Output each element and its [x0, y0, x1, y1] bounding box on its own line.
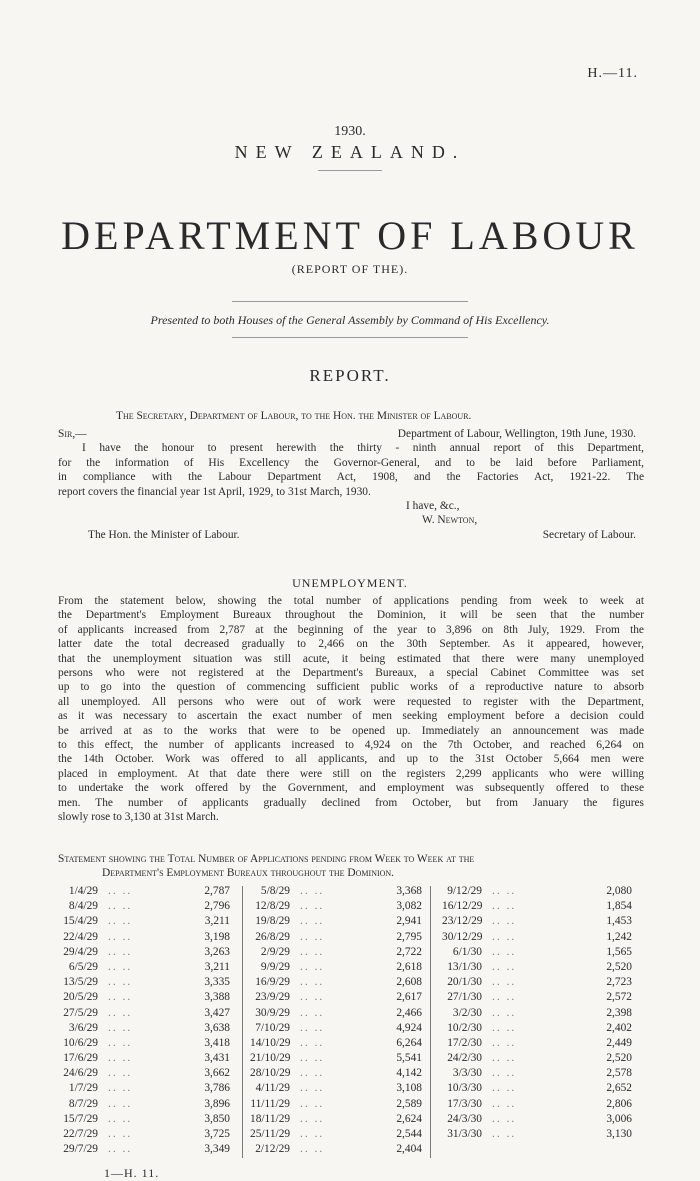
signature: W. Newton,: [422, 514, 478, 527]
table-row: [442, 930, 640, 945]
value-cell: 3,388: [204, 991, 230, 1004]
date-cell: 14/10/29: [250, 1036, 291, 1049]
leader-dots: .. ..: [492, 930, 517, 943]
presented-note: Presented to both Houses of the General Assembly by Command of His Excellency.: [150, 313, 550, 327]
leader-dots: .. ..: [300, 1036, 325, 1049]
table-row: [442, 1081, 640, 1096]
body-line: of applicants increased from 2,787 at the beginning of the year to 3,896 on 8th July, 1929. From the: [58, 623, 644, 636]
date-cell: 11/11/29: [250, 1097, 290, 1110]
leader-dots: .. ..: [300, 1112, 325, 1125]
leader-dots: .. ..: [300, 1067, 325, 1080]
table-caption: [58, 852, 644, 881]
table-row: [250, 884, 430, 899]
page-footer: 1—H. 11.: [104, 1166, 160, 1180]
letter-line: report covers the financial year 1st April, 1929, to 31st March, 1930.: [58, 485, 371, 498]
leader-dots: .. ..: [108, 1143, 133, 1156]
table-row: [250, 960, 430, 975]
body-line: placed in employment. At that date there were still on the registers 2,299 applicants who were willing: [58, 767, 644, 780]
document-title: DEPARTMENT OF LABOUR: [61, 213, 639, 258]
addressee-row: [58, 528, 644, 542]
date-cell: 29/4/29: [63, 945, 98, 958]
body-line: as it was necessary to ascertain the exact number of men seeking employment before a decision could: [58, 710, 644, 723]
table-row: [250, 945, 430, 960]
date-cell: 15/7/29: [63, 1112, 98, 1125]
leader-dots: .. ..: [492, 945, 517, 958]
date-cell: 16/9/29: [255, 976, 290, 989]
date-cell: 27/1/30: [447, 991, 482, 1004]
table-row: [442, 1006, 640, 1021]
document-subtitle: (REPORT OF THE).: [291, 262, 409, 276]
caption-line: Department's Employment Bureaux throughout the Dominion.: [102, 867, 395, 880]
date-cell: 2/9/29: [260, 945, 290, 958]
value-cell: 3,006: [606, 1112, 632, 1125]
leader-dots: .. ..: [492, 1021, 517, 1034]
body-line: the 14th October. Work was offered to all applicants, and up to the 31st October 5,664 men were: [58, 753, 644, 766]
date-cell: 22/4/29: [63, 930, 98, 943]
value-cell: 3,662: [204, 1067, 230, 1080]
date-cell: 1/7/29: [68, 1082, 98, 1095]
date-cell: 26/8/29: [255, 930, 290, 943]
letter-closing: I have, &c.,: [406, 500, 460, 513]
value-cell: 4,142: [396, 1067, 422, 1080]
divider: [232, 337, 468, 338]
date-cell: 9/12/29: [447, 885, 482, 897]
leader-dots: .. ..: [300, 900, 325, 913]
intro-line: [58, 409, 700, 423]
value-cell: 2,578: [606, 1067, 632, 1080]
leader-dots: .. ..: [492, 915, 517, 928]
date-cell: 6/1/30: [452, 945, 482, 958]
date-cell: 9/9/29: [260, 960, 290, 973]
date-cell: 17/3/30: [447, 1097, 482, 1110]
leader-dots: .. ..: [300, 1143, 325, 1156]
date-cell: 20/5/29: [63, 991, 98, 1004]
leader-dots: .. ..: [108, 991, 133, 1004]
leader-dots: .. ..: [300, 915, 325, 928]
closing-row: [58, 499, 644, 513]
value-cell: 2,722: [396, 945, 422, 958]
date-cell: 22/7/29: [63, 1128, 98, 1140]
divider: [232, 301, 468, 302]
leader-dots: .. ..: [108, 1128, 133, 1140]
table-row: [58, 930, 238, 945]
leader-dots: .. ..: [108, 1021, 133, 1034]
section-heading: UNEMPLOYMENT.: [292, 576, 408, 590]
date-cell: 17/6/29: [63, 1052, 98, 1065]
table-row: [250, 914, 430, 929]
letter-header-row: [58, 427, 644, 441]
leader-dots: .. ..: [492, 960, 517, 973]
value-cell: 2,806: [606, 1097, 632, 1110]
table-row: [58, 990, 238, 1005]
date-cell: 24/2/30: [447, 1052, 482, 1065]
date-cell: 10/6/29: [63, 1036, 98, 1049]
year: 1930.: [334, 124, 366, 139]
body-line: to undertake the work offered by the Government, and employment was subsequently offered to these: [58, 782, 644, 795]
date-cell: 2/12/29: [255, 1143, 290, 1156]
value-cell: 3,349: [204, 1143, 230, 1156]
date-cell: 17/2/30: [447, 1036, 482, 1049]
leader-dots: .. ..: [300, 1006, 325, 1019]
value-cell: 6,264: [396, 1036, 422, 1049]
leader-dots: .. ..: [108, 885, 133, 897]
date-cell: 25/11/29: [250, 1128, 291, 1140]
table-row: [442, 899, 640, 914]
body-text: [58, 594, 644, 825]
date-cell: 15/4/29: [63, 915, 98, 928]
divider: [318, 170, 382, 171]
table-row: [58, 1051, 238, 1066]
table-column: [250, 884, 430, 1157]
leader-dots: .. ..: [300, 1128, 325, 1140]
value-cell: 2,618: [396, 960, 422, 973]
addressee: The Hon. the Minister of Labour.: [88, 528, 240, 541]
date-cell: 16/12/29: [442, 900, 483, 913]
leader-dots: .. ..: [492, 900, 517, 913]
column-divider: [430, 886, 431, 1158]
value-cell: 2,080: [606, 885, 632, 897]
leader-dots: .. ..: [492, 885, 517, 897]
body-line: From the statement below, showing the total number of applications pending from week to week at: [58, 595, 644, 607]
value-cell: 3,211: [204, 960, 230, 973]
date-cell: 18/11/29: [250, 1112, 291, 1125]
value-cell: 3,211: [204, 915, 230, 928]
value-cell: 2,544: [396, 1128, 422, 1140]
column-divider: [242, 886, 243, 1158]
body-line: up to go into the question of commencing sufficient public works of a reproductive nature to absorb: [58, 681, 644, 694]
value-cell: 1,242: [606, 930, 632, 943]
table-column: [442, 884, 640, 1142]
value-cell: 3,198: [204, 930, 230, 943]
value-cell: 2,520: [606, 1052, 632, 1065]
leader-dots: .. ..: [108, 1097, 133, 1110]
table-row: [58, 1112, 238, 1127]
value-cell: 2,572: [606, 991, 632, 1004]
body-line: be arrived at as to the works that were to be opened up. Immediately an announcement was made: [58, 724, 644, 737]
leader-dots: .. ..: [300, 945, 325, 958]
body-line: slowly rose to 3,130 at 31st March.: [58, 811, 219, 824]
table-row: [250, 1051, 430, 1066]
report-heading: REPORT.: [309, 366, 391, 385]
leader-dots: .. ..: [108, 915, 133, 928]
leader-dots: .. ..: [492, 991, 517, 1004]
table-row: [442, 1036, 640, 1051]
value-cell: 3,725: [204, 1128, 230, 1140]
date-cell: 1/4/29: [68, 885, 98, 897]
table-row: [250, 975, 430, 990]
value-cell: 5,541: [396, 1052, 422, 1065]
date-cell: 28/10/29: [250, 1067, 291, 1080]
value-cell: 3,896: [204, 1097, 230, 1110]
leader-dots: .. ..: [492, 1082, 517, 1095]
leader-dots: .. ..: [492, 1036, 517, 1049]
value-cell: 2,466: [396, 1006, 422, 1019]
leader-dots: .. ..: [108, 1036, 133, 1049]
leader-dots: .. ..: [492, 1006, 517, 1019]
value-cell: 1,854: [606, 900, 632, 913]
table-row: [58, 884, 238, 899]
date-cell: 10/2/30: [447, 1021, 482, 1034]
table-row: [58, 1021, 238, 1036]
date-cell: 3/2/30: [452, 1006, 482, 1019]
salutation: Sir,—: [58, 428, 87, 440]
table-row: [442, 914, 640, 929]
value-cell: 2,795: [396, 930, 422, 943]
letter-line: for the information of His Excellency the Governor-General, and to be laid before Parliament,: [58, 456, 644, 469]
date-cell: 31/3/30: [447, 1128, 482, 1140]
date-cell: 24/3/30: [447, 1112, 482, 1125]
leader-dots: .. ..: [492, 1052, 517, 1065]
cover-letter: [58, 427, 644, 542]
date-cell: 6/5/29: [68, 960, 98, 973]
country-heading: NEW ZEALAND.: [234, 142, 466, 162]
table-row: [250, 1097, 430, 1112]
table-row: [58, 1006, 238, 1021]
letter-line: I have the honour to present herewith the thirty - ninth annual report of this Department,: [82, 442, 644, 455]
table-row: [58, 975, 238, 990]
leader-dots: .. ..: [300, 976, 325, 989]
table-row: [58, 1066, 238, 1081]
table-row: [250, 1066, 430, 1081]
table-row: [250, 990, 430, 1005]
leader-dots: .. ..: [300, 1082, 325, 1095]
table-row: [58, 899, 238, 914]
leader-dots: .. ..: [300, 1021, 325, 1034]
date-cell: 3/3/30: [452, 1067, 482, 1080]
body-line: the Department's Employment Bureaux throughout the Dominion, it will be seen that the number: [58, 609, 644, 622]
table-row: [442, 945, 640, 960]
page-reference: H.—11.: [587, 66, 638, 81]
value-cell: 3,427: [204, 1006, 230, 1019]
table-row: [442, 884, 640, 899]
table-row: [58, 1127, 238, 1142]
table-row: [58, 914, 238, 929]
body-line: persons who were not registered at the Department's Bureaux, a special Cabinet Committee was set: [58, 667, 644, 680]
leader-dots: .. ..: [108, 1067, 133, 1080]
table-row: [250, 1021, 430, 1036]
table-row: [250, 930, 430, 945]
date-cell: 8/7/29: [68, 1097, 98, 1110]
letter-address: Department of Labour, Wellington, 19th June, 1930.: [397, 428, 636, 440]
value-cell: 3,335: [204, 976, 230, 989]
date-cell: 30/9/29: [255, 1006, 290, 1019]
date-cell: 10/3/30: [447, 1082, 482, 1095]
table-row: [250, 1081, 430, 1096]
table-row: [442, 1127, 640, 1142]
value-cell: 2,787: [204, 885, 230, 897]
table-row: [250, 1036, 430, 1051]
date-cell: 23/9/29: [255, 991, 290, 1004]
intro-text: The Secretary, Department of Labour, to the Hon. the Minister of Labour.: [116, 410, 472, 422]
leader-dots: .. ..: [492, 1067, 517, 1080]
leader-dots: .. ..: [108, 900, 133, 913]
leader-dots: .. ..: [300, 885, 325, 897]
letter-line: in compliance with the Labour Department Act, 1908, and the Factories Act, 1921-22. The: [58, 471, 644, 484]
value-cell: 2,402: [606, 1021, 632, 1034]
date-cell: 13/5/29: [63, 976, 98, 989]
table-row: [442, 975, 640, 990]
date-cell: 21/10/29: [250, 1052, 291, 1065]
leader-dots: .. ..: [300, 1097, 325, 1110]
leader-dots: .. ..: [300, 991, 325, 1004]
leader-dots: .. ..: [108, 960, 133, 973]
value-cell: 2,404: [396, 1143, 422, 1156]
value-cell: 3,263: [204, 945, 230, 958]
value-cell: 4,924: [396, 1021, 422, 1034]
value-cell: 2,617: [396, 991, 422, 1004]
date-cell: 4/11/29: [255, 1082, 290, 1095]
date-cell: 3/6/29: [68, 1021, 98, 1034]
table-row: [250, 1127, 430, 1142]
value-cell: 3,431: [204, 1052, 230, 1065]
date-cell: 8/4/29: [68, 900, 98, 913]
value-cell: 3,418: [204, 1036, 230, 1049]
signature-row: [58, 513, 644, 527]
table-row: [58, 1036, 238, 1051]
table-row: [442, 1097, 640, 1112]
value-cell: 3,130: [606, 1128, 632, 1140]
leader-dots: .. ..: [492, 1128, 517, 1140]
date-cell: 7/10/29: [255, 1021, 290, 1034]
value-cell: 2,608: [396, 976, 422, 989]
leader-dots: .. ..: [492, 1097, 517, 1110]
value-cell: 3,850: [204, 1112, 230, 1125]
leader-dots: .. ..: [492, 976, 517, 989]
value-cell: 2,624: [396, 1112, 422, 1125]
table-row: [250, 899, 430, 914]
table-row: [442, 960, 640, 975]
value-cell: 2,520: [606, 960, 632, 973]
table-row: [442, 990, 640, 1005]
table-row: [250, 1006, 430, 1021]
body-line: that the unemployment situation was still acute, it being estimated that there were many unemployed: [58, 652, 644, 665]
table-row: [58, 960, 238, 975]
table-row: [58, 1097, 238, 1112]
table-row: [58, 1081, 238, 1096]
leader-dots: .. ..: [108, 1082, 133, 1095]
leader-dots: .. ..: [492, 1112, 517, 1125]
table-row: [58, 945, 238, 960]
body-line: latter date the total decreased gradually to 2,466 on the 30th September. As it appeared, however,: [58, 638, 644, 651]
table-row: [250, 1112, 430, 1127]
table-row: [442, 1066, 640, 1081]
date-cell: 24/6/29: [63, 1067, 98, 1080]
date-cell: 30/12/29: [442, 930, 483, 943]
value-cell: 3,082: [396, 900, 422, 913]
value-cell: 2,796: [204, 900, 230, 913]
leader-dots: .. ..: [108, 1052, 133, 1065]
date-cell: 12/8/29: [255, 900, 290, 913]
leader-dots: .. ..: [300, 1052, 325, 1065]
body-line: to this effect, the number of applicants increased to 4,924 on the 7th October, and reached 6,264 on: [58, 739, 644, 752]
date-cell: 19/8/29: [255, 915, 290, 928]
date-cell: 20/1/30: [447, 976, 482, 989]
body-line: men. The number of applicants gradually declined from October, but from January the figures: [58, 796, 644, 809]
value-cell: 1,565: [606, 945, 632, 958]
value-cell: 2,723: [606, 976, 632, 989]
value-cell: 2,652: [606, 1082, 632, 1095]
value-cell: 2,449: [606, 1036, 632, 1049]
value-cell: 3,638: [204, 1021, 230, 1034]
date-cell: 29/7/29: [63, 1143, 98, 1156]
date-cell: 23/12/29: [442, 915, 483, 928]
value-cell: 3,786: [204, 1082, 230, 1095]
table-row: [58, 1142, 238, 1157]
value-cell: 3,108: [396, 1082, 422, 1095]
leader-dots: .. ..: [108, 1006, 133, 1019]
value-cell: 2,398: [606, 1006, 632, 1019]
table-row: [250, 1142, 430, 1157]
table-row: [442, 1112, 640, 1127]
signatory-title: Secretary of Labour.: [542, 528, 636, 541]
table-column: [58, 884, 238, 1157]
leader-dots: .. ..: [108, 930, 133, 943]
table-row: [442, 1051, 640, 1066]
value-cell: 2,941: [396, 915, 422, 928]
leader-dots: .. ..: [300, 960, 325, 973]
value-cell: 3,368: [396, 885, 422, 897]
value-cell: 1,453: [606, 915, 632, 928]
leader-dots: .. ..: [108, 976, 133, 989]
body-line: all unemployed. All persons who were out of work were requested to register with the Department,: [58, 695, 644, 708]
table-row: [442, 1021, 640, 1036]
caption-line: Statement showing the Total Number of Applications pending from Week to Week at the: [58, 853, 475, 865]
leader-dots: .. ..: [108, 1112, 133, 1125]
date-cell: 13/1/30: [447, 960, 482, 973]
date-cell: 27/5/29: [63, 1006, 98, 1019]
leader-dots: .. ..: [108, 945, 133, 958]
date-cell: 5/8/29: [260, 885, 290, 897]
leader-dots: .. ..: [300, 930, 325, 943]
value-cell: 2,589: [396, 1097, 422, 1110]
